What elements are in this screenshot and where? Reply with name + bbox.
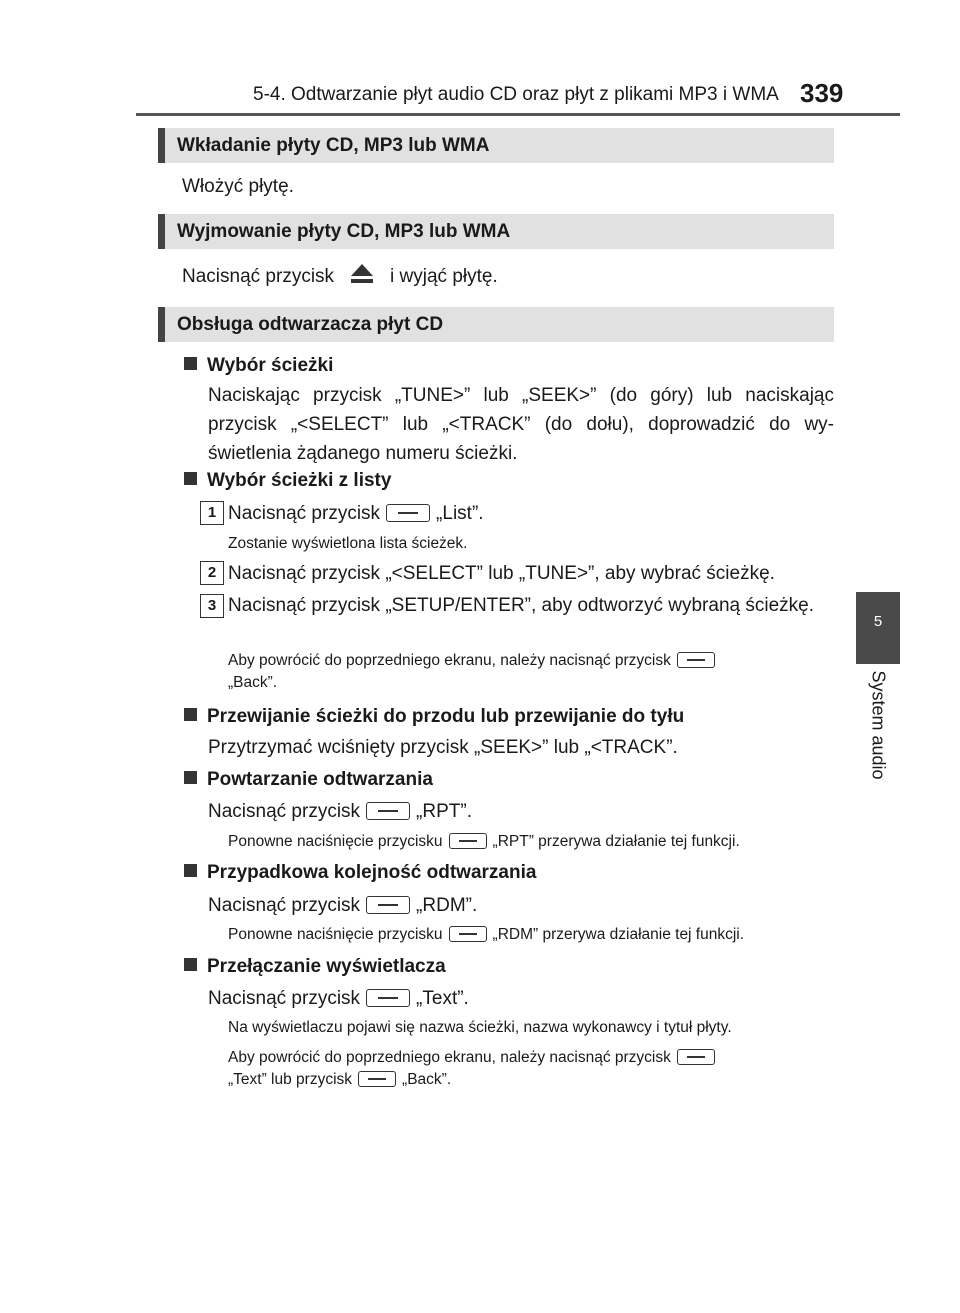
back-button-icon	[358, 1071, 396, 1087]
heading-repeat	[184, 766, 433, 794]
rpt-button-icon	[366, 802, 410, 820]
display-note1: Na wyświetlaczu pojawi się nazwa ścieżki, nazwa wykonawcy i tytuł płyty.	[228, 1019, 732, 1036]
bullet-square-icon	[184, 864, 197, 877]
bullet-square-icon	[184, 472, 197, 485]
bullet-square-icon	[184, 958, 197, 971]
heading-display-text: Przełączanie wyświetlacza	[207, 956, 446, 977]
step3-text: Nacisnąć przycisk „SETUP/ENTER”, aby odtworzyć wybraną ścieżkę.	[228, 595, 814, 616]
random-note-after: „RDM” przerywa działanie tej funkcji.	[492, 926, 745, 943]
chapter-header: 5-4. Odtwarzanie płyt audio CD oraz płyt z plikami MP3 i WMA	[253, 84, 779, 105]
chapter-side-label	[858, 650, 898, 800]
display-body-before: Nacisnąć przycisk	[208, 988, 361, 1009]
random-note-before: Ponowne naciśnięcie przycisku	[228, 926, 443, 943]
text-button-icon	[677, 1049, 715, 1065]
bullet-square-icon	[184, 771, 197, 784]
eject-text-before: Nacisnąć przycisk	[182, 266, 335, 287]
step1-text-before: Nacisnąć przycisk	[228, 503, 381, 524]
repeat-note	[228, 831, 740, 853]
repeat-body-before: Nacisnąć przycisk	[208, 801, 361, 822]
random-note	[228, 924, 744, 946]
bullet-square-icon	[184, 708, 197, 721]
repeat-note-before: Ponowne naciśnięcie przycisku	[228, 833, 443, 850]
header-rule	[136, 113, 900, 116]
heading-track-list	[184, 467, 391, 495]
step1-note: Zostanie wyświetlona lista ścieżek.	[228, 535, 468, 552]
random-body-after: „RDM”.	[416, 895, 478, 916]
heading-display	[184, 953, 446, 981]
insert-instruction: Włożyć płytę.	[182, 176, 294, 197]
repeat-note-after: „RPT” przerywa działanie tej funkcji.	[492, 833, 740, 850]
repeat-body-after: „RPT”.	[416, 801, 472, 822]
random-body	[208, 891, 477, 920]
heading-random-text: Przypadkowa kolejność odtwarzania	[207, 862, 537, 883]
step1-text	[228, 499, 484, 528]
back-button-icon	[677, 652, 715, 668]
display-note2-mid: „Text” lub przycisk	[228, 1071, 353, 1088]
step3-note-before: Aby powrócić do poprzedniego ekranu, należy nacisnąć przycisk	[228, 652, 671, 669]
track-select-body: Naciskając przycisk „TUNE>” lub „SEEK>” (do góry) lub naciskając przycisk „<SELECT” lub „<TRACK” (do dołu), doprowadzić do wy-świetlenia żądanego numeru ścieżki.	[208, 385, 834, 464]
heading-track-list-text: Wybór ścieżki z listy	[207, 470, 392, 491]
heading-repeat-text: Powtarzanie odtwarzania	[207, 769, 433, 790]
step2-text: Nacisnąć przycisk „<SELECT” lub „TUNE>”, aby wybrać ścieżkę.	[228, 563, 775, 584]
list-button-icon	[386, 504, 430, 522]
ff-rew-body: Przytrzymać wciśnięty przycisk „SEEK>” lub „<TRACK”.	[208, 737, 678, 758]
eject-icon	[348, 262, 376, 286]
repeat-body	[208, 797, 472, 826]
display-note2	[228, 1047, 834, 1091]
step-number-3: 3	[200, 594, 224, 618]
step1-text-after: „List”.	[436, 503, 484, 524]
eject-text-after: i wyjąć płytę.	[390, 266, 498, 287]
random-body-before: Nacisnąć przycisk	[208, 895, 361, 916]
rdm-button-icon	[449, 926, 487, 942]
heading-track-select-text: Wybór ścieżki	[207, 355, 334, 376]
page-number: 339	[800, 78, 844, 108]
heading-ff-rew-text: Przewijanie ścieżki do przodu lub przewijanie do tyłu	[207, 706, 685, 727]
step-number-2: 2	[200, 561, 224, 585]
heading-ff-rew	[184, 703, 684, 731]
text-button-icon	[366, 989, 410, 1007]
eject-instruction	[182, 262, 498, 291]
heading-track-select	[184, 352, 333, 380]
heading-random	[184, 859, 536, 887]
chapter-tab: 5	[856, 592, 900, 664]
bullet-square-icon	[184, 357, 197, 370]
section-heading-insert: Wkładanie płyty CD, MP3 lub WMA	[158, 128, 834, 163]
step-number-1: 1	[200, 501, 224, 525]
section-heading-eject: Wyjmowanie płyty CD, MP3 lub WMA	[158, 214, 834, 249]
step3-note	[228, 650, 834, 694]
chapter-side-label-text: System audio	[868, 670, 889, 780]
display-note2-after: „Back”.	[402, 1071, 452, 1088]
step3-note-after: „Back”.	[228, 674, 278, 691]
rdm-button-icon	[366, 896, 410, 914]
display-body	[208, 984, 469, 1013]
display-body-after: „Text”.	[416, 988, 469, 1009]
display-note2-before: Aby powrócić do poprzedniego ekranu, należy nacisnąć przycisk	[228, 1049, 671, 1066]
section-heading-cd-operation: Obsługa odtwarzacza płyt CD	[158, 307, 834, 342]
rpt-button-icon	[449, 833, 487, 849]
